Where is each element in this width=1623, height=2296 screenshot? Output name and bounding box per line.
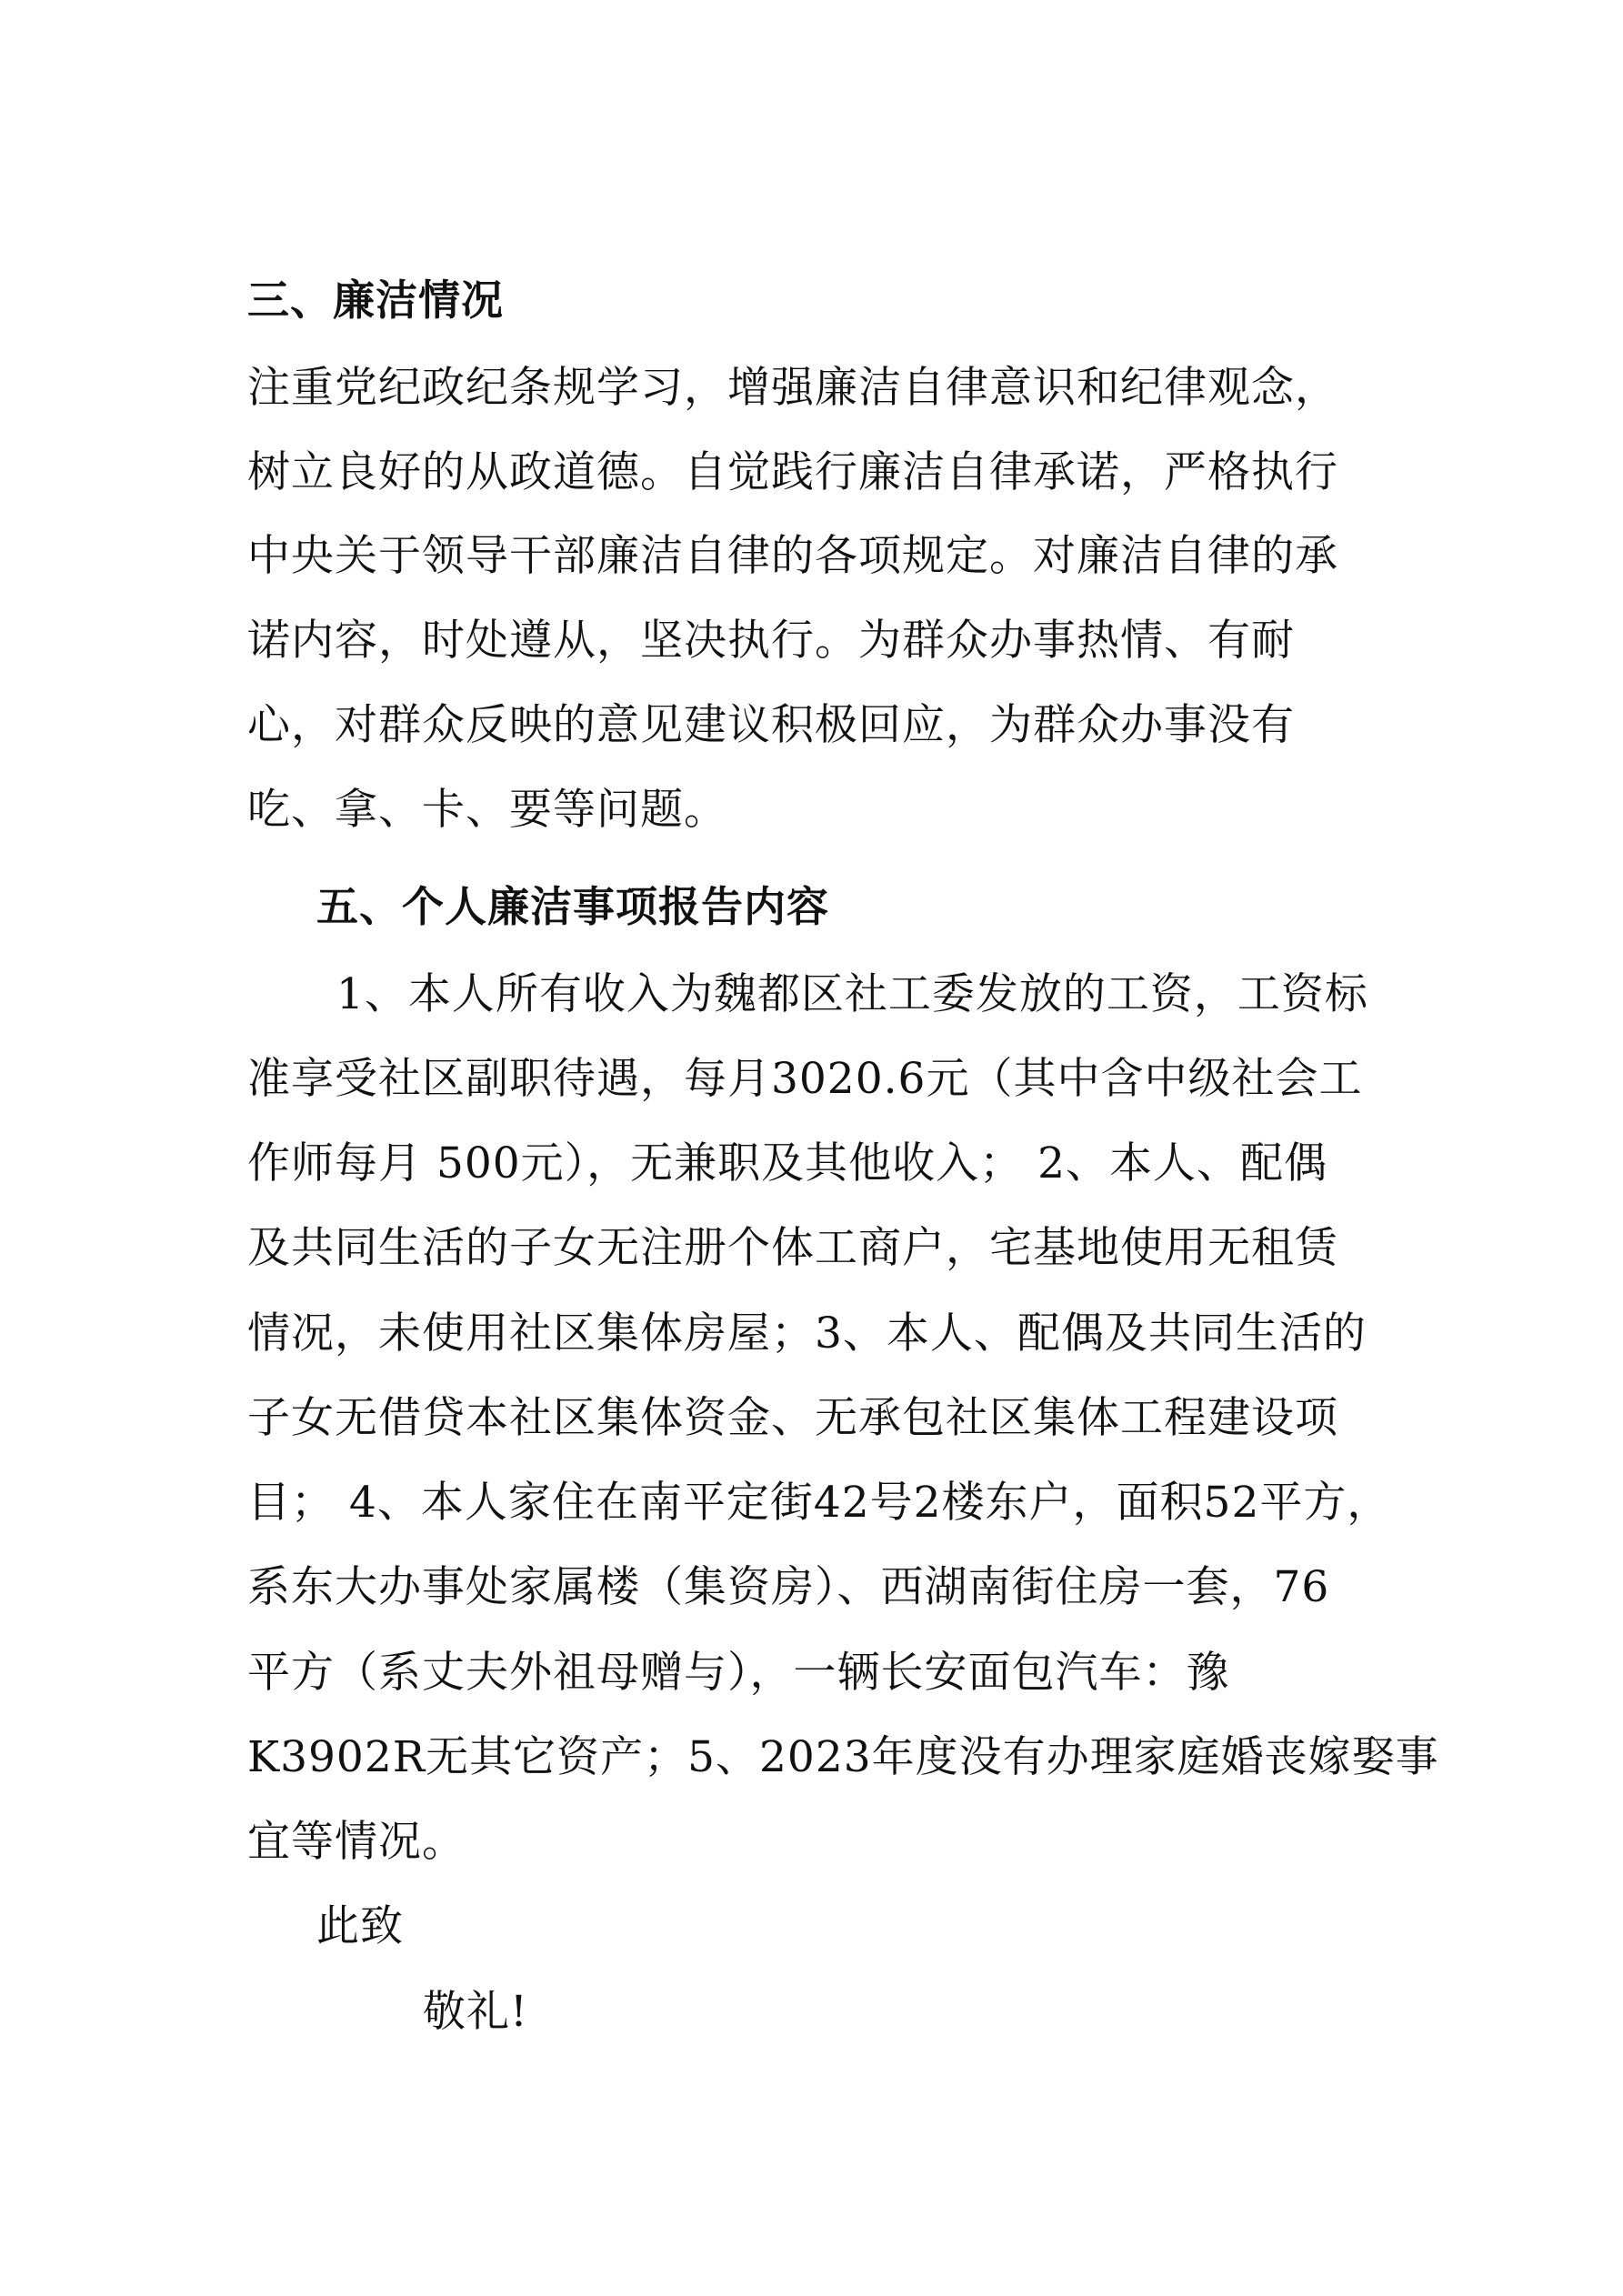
closing-salutation: 此致 <box>316 1901 404 1951</box>
section-3-line: 注重党纪政纪条规学习，增强廉洁自律意识和纪律观念， <box>247 363 1338 413</box>
section-5-line: 目； 4、本人家住在南平定街42号2楼东户，面积52平方， <box>247 1478 1391 1528</box>
section-5-heading: 五、个人廉洁事项报告内容 <box>316 882 829 931</box>
section-3-line: 吃、拿、卡、要等问题。 <box>247 785 727 835</box>
section-5-line: 平方（系丈夫外祖母赠与），一辆长安面包汽车：豫 <box>247 1648 1230 1698</box>
section-5-line: 1、本人所有收入为魏都区社工委发放的工资，工资标 <box>336 969 1368 1019</box>
section-3-heading: 三、廉洁情况 <box>247 276 504 325</box>
section-5-line: 及共同生活的子女无注册个体工商户，宅基地使用无租赁 <box>247 1223 1338 1273</box>
section-5-line: 准享受社区副职待遇，每月3020.6元（其中含中级社会工 <box>247 1054 1363 1104</box>
closing-regards: 敬礼! <box>423 1987 528 2037</box>
section-5-line: 宜等情况。 <box>247 1817 466 1867</box>
section-3-line: 树立良好的从政道德。自觉践行廉洁自律承诺，严格执行 <box>247 447 1338 497</box>
section-5-line: 情况，未使用社区集体房屋；3、本人、配偶及共同生活的 <box>247 1308 1367 1359</box>
section-5-line: K3902R无其它资产；5、2023年度没有办理家庭婚丧嫁娶事 <box>247 1732 1439 1782</box>
section-5-line: 作师每月 500元），无兼职及其他收入； 2、本人、配偶 <box>247 1138 1327 1188</box>
section-3-line: 中央关于领导干部廉洁自律的各项规定。对廉洁自律的承 <box>247 531 1338 581</box>
section-3-line: 诺内容，时处遵从，坚决执行。为群众办事热情、有耐 <box>247 616 1295 666</box>
section-3-line: 心，对群众反映的意见建议积极回应，为群众办事没有 <box>247 700 1295 750</box>
section-5-line: 子女无借贷本社区集体资金、无承包社区集体工程建设项 <box>247 1393 1338 1443</box>
section-5-line: 系东大办事处家属楼（集资房）、西湖南街住房一套，76 <box>247 1562 1330 1612</box>
